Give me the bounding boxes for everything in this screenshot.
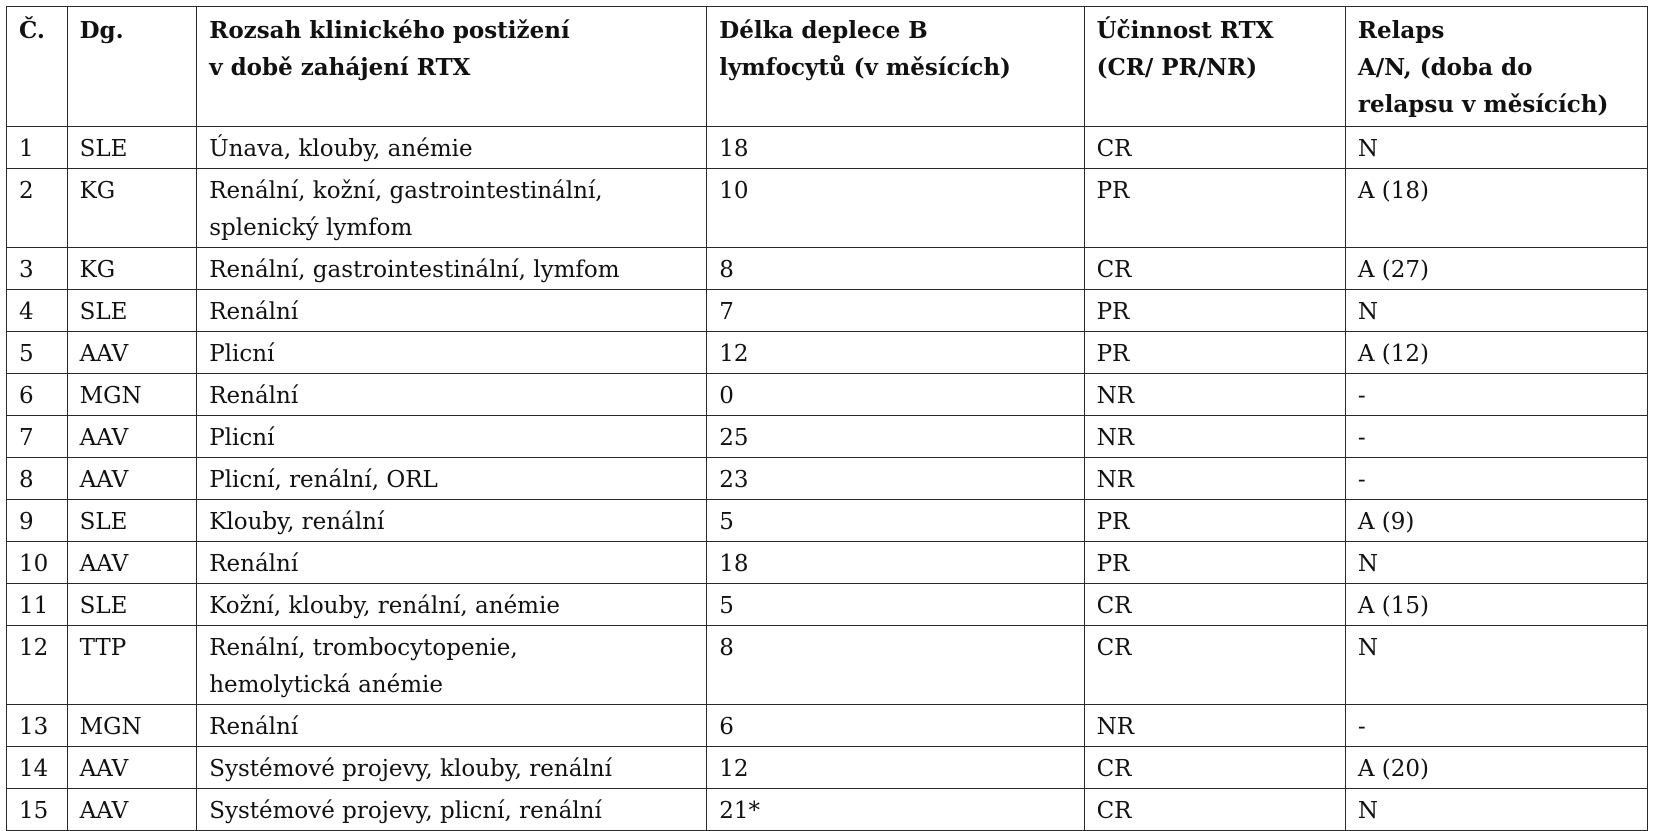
cell-diagnosis: KG bbox=[67, 248, 197, 290]
header-line: v době zahájení RTX bbox=[209, 54, 471, 81]
header-diagnosis bbox=[67, 7, 197, 127]
cell-depletion-length: 8 bbox=[707, 248, 1084, 290]
cell-relapse: A (9) bbox=[1345, 500, 1647, 542]
cell-depletion-length: 12 bbox=[707, 332, 1084, 374]
cell-clinical-extent bbox=[197, 500, 707, 542]
cell-rtx-efficacy: PR bbox=[1084, 542, 1345, 584]
table-header bbox=[7, 7, 1648, 127]
table-body bbox=[7, 127, 1648, 831]
cell-relapse: A (15) bbox=[1345, 584, 1647, 626]
cell-relapse: A (20) bbox=[1345, 747, 1647, 789]
header-clinical-extent bbox=[197, 7, 707, 127]
cell-clinical-extent bbox=[197, 374, 707, 416]
cell-rtx-efficacy: NR bbox=[1084, 458, 1345, 500]
cell-rtx-efficacy: CR bbox=[1084, 789, 1345, 831]
table-row bbox=[7, 416, 1648, 458]
cell-number: 7 bbox=[7, 416, 68, 458]
cell-number: 2 bbox=[7, 169, 68, 248]
cell-relapse: A (27) bbox=[1345, 248, 1647, 290]
cell-number: 6 bbox=[7, 374, 68, 416]
cell-line: Systémové projevy, klouby, renální bbox=[209, 756, 612, 782]
header-line: lymfocytů (v měsících) bbox=[719, 54, 1011, 81]
cell-rtx-efficacy: NR bbox=[1084, 705, 1345, 747]
cell-line: Plicní bbox=[209, 425, 275, 451]
cell-diagnosis: AAV bbox=[67, 458, 197, 500]
cell-line: Renální bbox=[209, 299, 299, 325]
header-depletion-length bbox=[707, 7, 1084, 127]
cell-diagnosis: SLE bbox=[67, 290, 197, 332]
cell-clinical-extent bbox=[197, 332, 707, 374]
cell-rtx-efficacy: CR bbox=[1084, 626, 1345, 705]
cell-relapse: - bbox=[1345, 705, 1647, 747]
cell-line: hemolytická anémie bbox=[209, 672, 443, 698]
cell-relapse: - bbox=[1345, 416, 1647, 458]
table-row bbox=[7, 789, 1648, 831]
cell-line: Plicní, renální, ORL bbox=[209, 467, 438, 493]
cell-line: Únava, klouby, anémie bbox=[209, 136, 473, 162]
cell-number: 1 bbox=[7, 127, 68, 169]
header-line: Rozsah klinického postižení bbox=[209, 17, 570, 44]
cell-depletion-length: 5 bbox=[707, 500, 1084, 542]
header-line: A/N, (doba do bbox=[1357, 54, 1533, 81]
cell-clinical-extent bbox=[197, 248, 707, 290]
cell-clinical-extent bbox=[197, 169, 707, 248]
cell-line: splenický lymfom bbox=[209, 215, 413, 241]
cell-relapse: N bbox=[1345, 127, 1647, 169]
header-line: Dg. bbox=[79, 17, 124, 44]
cell-line: Renální bbox=[209, 383, 299, 409]
cell-diagnosis: AAV bbox=[67, 789, 197, 831]
cell-relapse: N bbox=[1345, 542, 1647, 584]
header-line: Účinnost RTX bbox=[1096, 17, 1274, 44]
header-number bbox=[7, 7, 68, 127]
cell-rtx-efficacy: NR bbox=[1084, 374, 1345, 416]
cell-clinical-extent bbox=[197, 127, 707, 169]
cell-rtx-efficacy: PR bbox=[1084, 500, 1345, 542]
cell-clinical-extent bbox=[197, 747, 707, 789]
cell-relapse: - bbox=[1345, 458, 1647, 500]
cell-number: 15 bbox=[7, 789, 68, 831]
header-line: (CR/ PR/NR) bbox=[1096, 54, 1258, 81]
cell-relapse: N bbox=[1345, 789, 1647, 831]
cell-clinical-extent bbox=[197, 584, 707, 626]
cell-depletion-length: 21* bbox=[707, 789, 1084, 831]
rtx-results-table bbox=[6, 6, 1648, 831]
cell-diagnosis: AAV bbox=[67, 416, 197, 458]
table-row bbox=[7, 542, 1648, 584]
cell-diagnosis: SLE bbox=[67, 500, 197, 542]
table-row bbox=[7, 626, 1648, 705]
table-row bbox=[7, 458, 1648, 500]
cell-relapse: N bbox=[1345, 290, 1647, 332]
table-row bbox=[7, 705, 1648, 747]
cell-rtx-efficacy: CR bbox=[1084, 127, 1345, 169]
cell-depletion-length: 23 bbox=[707, 458, 1084, 500]
cell-rtx-efficacy: CR bbox=[1084, 747, 1345, 789]
cell-number: 3 bbox=[7, 248, 68, 290]
cell-diagnosis: AAV bbox=[67, 332, 197, 374]
cell-number: 13 bbox=[7, 705, 68, 747]
cell-diagnosis: KG bbox=[67, 169, 197, 248]
table-row bbox=[7, 374, 1648, 416]
cell-diagnosis: SLE bbox=[67, 584, 197, 626]
header-row bbox=[7, 7, 1648, 127]
cell-line: Renální, kožní, gastrointestinální, bbox=[209, 178, 603, 204]
header-line: Č. bbox=[19, 17, 45, 44]
cell-number: 8 bbox=[7, 458, 68, 500]
cell-rtx-efficacy: NR bbox=[1084, 416, 1345, 458]
table-row bbox=[7, 248, 1648, 290]
cell-clinical-extent bbox=[197, 705, 707, 747]
cell-rtx-efficacy: PR bbox=[1084, 290, 1345, 332]
cell-clinical-extent bbox=[197, 789, 707, 831]
cell-depletion-length: 12 bbox=[707, 747, 1084, 789]
table-row bbox=[7, 584, 1648, 626]
cell-depletion-length: 6 bbox=[707, 705, 1084, 747]
cell-diagnosis: MGN bbox=[67, 705, 197, 747]
cell-line: Klouby, renální bbox=[209, 509, 385, 535]
cell-depletion-length: 25 bbox=[707, 416, 1084, 458]
cell-number: 11 bbox=[7, 584, 68, 626]
cell-rtx-efficacy: CR bbox=[1084, 584, 1345, 626]
cell-line: Plicní bbox=[209, 341, 275, 367]
table-row bbox=[7, 747, 1648, 789]
cell-relapse: A (18) bbox=[1345, 169, 1647, 248]
cell-diagnosis: MGN bbox=[67, 374, 197, 416]
table-row bbox=[7, 332, 1648, 374]
cell-relapse: N bbox=[1345, 626, 1647, 705]
cell-rtx-efficacy: PR bbox=[1084, 169, 1345, 248]
cell-number: 9 bbox=[7, 500, 68, 542]
cell-number: 4 bbox=[7, 290, 68, 332]
cell-rtx-efficacy: CR bbox=[1084, 248, 1345, 290]
cell-depletion-length: 18 bbox=[707, 542, 1084, 584]
header-relapse bbox=[1345, 7, 1647, 127]
header-line: Relaps bbox=[1357, 17, 1445, 44]
cell-line: Renální, gastrointestinální, lymfom bbox=[209, 257, 620, 283]
table-row bbox=[7, 290, 1648, 332]
cell-number: 5 bbox=[7, 332, 68, 374]
cell-clinical-extent bbox=[197, 458, 707, 500]
cell-depletion-length: 18 bbox=[707, 127, 1084, 169]
cell-diagnosis: AAV bbox=[67, 542, 197, 584]
cell-clinical-extent bbox=[197, 626, 707, 705]
cell-relapse: A (12) bbox=[1345, 332, 1647, 374]
cell-line: Systémové projevy, plicní, renální bbox=[209, 798, 602, 824]
cell-clinical-extent bbox=[197, 416, 707, 458]
table-row bbox=[7, 127, 1648, 169]
cell-diagnosis: SLE bbox=[67, 127, 197, 169]
cell-clinical-extent bbox=[197, 542, 707, 584]
cell-number: 12 bbox=[7, 626, 68, 705]
table-row bbox=[7, 500, 1648, 542]
cell-depletion-length: 7 bbox=[707, 290, 1084, 332]
cell-depletion-length: 10 bbox=[707, 169, 1084, 248]
header-line: relapsu v měsících) bbox=[1357, 91, 1609, 118]
cell-line: Renální, trombocytopenie, bbox=[209, 635, 518, 661]
cell-line: Renální bbox=[209, 551, 299, 577]
cell-depletion-length: 5 bbox=[707, 584, 1084, 626]
cell-number: 14 bbox=[7, 747, 68, 789]
header-line: Délka deplece B bbox=[719, 17, 928, 44]
cell-diagnosis: AAV bbox=[67, 747, 197, 789]
cell-line: Renální bbox=[209, 714, 299, 740]
cell-rtx-efficacy: PR bbox=[1084, 332, 1345, 374]
cell-line: Kožní, klouby, renální, anémie bbox=[209, 593, 560, 619]
cell-number: 10 bbox=[7, 542, 68, 584]
cell-depletion-length: 8 bbox=[707, 626, 1084, 705]
header-rtx-efficacy bbox=[1084, 7, 1345, 127]
cell-relapse: - bbox=[1345, 374, 1647, 416]
cell-clinical-extent bbox=[197, 290, 707, 332]
table-row bbox=[7, 169, 1648, 248]
cell-depletion-length: 0 bbox=[707, 374, 1084, 416]
cell-diagnosis: TTP bbox=[67, 626, 197, 705]
